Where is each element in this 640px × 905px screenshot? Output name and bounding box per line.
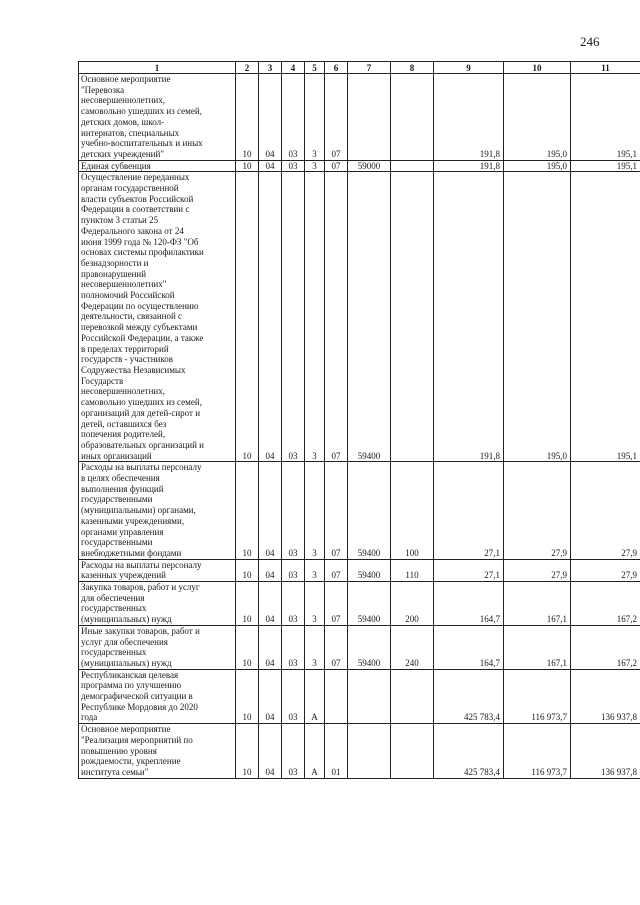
column-header: 10 <box>504 62 571 74</box>
cell-section: 10 <box>236 160 259 172</box>
cell-expense-type <box>391 74 434 161</box>
table-row <box>79 669 640 724</box>
cell-amount-3: 27,9 <box>571 462 640 559</box>
cell-expense-type <box>391 669 434 724</box>
cell-amount-3: 136 937,8 <box>571 724 640 779</box>
cell-amount-3: 167,2 <box>571 625 640 669</box>
cell-amount-2: 27,9 <box>504 559 571 581</box>
cell-subsection: 04 <box>259 160 282 172</box>
cell-activity <box>325 669 348 724</box>
cell-section: 10 <box>236 669 259 724</box>
cell-amount-2: 167,1 <box>504 625 571 669</box>
cell-subsection: 04 <box>259 625 282 669</box>
table-body <box>79 74 640 779</box>
cell-activity: 07 <box>325 74 348 161</box>
cell-activity: 07 <box>325 559 348 581</box>
cell-program: 03 <box>282 172 305 462</box>
cell-amount-2: 195,0 <box>504 160 571 172</box>
cell-direction <box>348 669 391 724</box>
row-name: Единая субвенция <box>79 160 236 172</box>
cell-program: 03 <box>282 625 305 669</box>
row-name: Иные закупки товаров, работ и услуг для обеспечения государственных (муниципальных) нужд <box>79 625 236 669</box>
table-row <box>79 724 640 779</box>
column-header: 3 <box>259 62 282 74</box>
cell-activity: 07 <box>325 582 348 626</box>
cell-expense-type: 200 <box>391 582 434 626</box>
table-row <box>79 582 640 626</box>
cell-direction: 59400 <box>348 559 391 581</box>
cell-expense-type: 110 <box>391 559 434 581</box>
cell-direction: 59000 <box>348 160 391 172</box>
cell-subsection: 04 <box>259 582 282 626</box>
cell-section: 10 <box>236 582 259 626</box>
cell-amount-3: 167,2 <box>571 582 640 626</box>
cell-section: 10 <box>236 724 259 779</box>
page-number: 246 <box>580 34 600 49</box>
cell-amount-1: 164,7 <box>434 625 504 669</box>
cell-program: 03 <box>282 160 305 172</box>
row-name: Осуществление переданных органам государственной власти субъектов Российской Федерации в соответствии с пунктом 3 статьи 25 Федерального закона от 24 июня 1999 года № 120-ФЗ "Об основах системы профилактики безнадзорности и правонарушений несовершеннолетних" полномочий Российской Федерации по осуществлению деятельности, связанной с перевозкой между субъектами Российской Федерации, а также в пределах территорий государств - участников Содружества Независимых Государств несовершеннолетних, самовольно ушедших из семей, организаций для детей-сирот и детей, оставшихся без попечения родителей, образовательных организаций и иных организаций <box>79 172 236 462</box>
cell-amount-1: 164,7 <box>434 582 504 626</box>
cell-expense-type: 100 <box>391 462 434 559</box>
cell-amount-3: 195,1 <box>571 160 640 172</box>
cell-section: 10 <box>236 625 259 669</box>
cell-amount-2: 195,0 <box>504 172 571 462</box>
cell-subprogram: 3 <box>305 462 325 559</box>
table-row <box>79 559 640 581</box>
cell-direction <box>348 74 391 161</box>
cell-amount-3: 136 937,8 <box>571 669 640 724</box>
cell-activity: 01 <box>325 724 348 779</box>
cell-subprogram: 3 <box>305 582 325 626</box>
budget-table <box>78 61 640 779</box>
cell-section: 10 <box>236 462 259 559</box>
cell-program: 03 <box>282 669 305 724</box>
cell-program: 03 <box>282 724 305 779</box>
cell-amount-1: 191,8 <box>434 172 504 462</box>
cell-amount-3: 195,1 <box>571 74 640 161</box>
cell-amount-1: 191,8 <box>434 160 504 172</box>
cell-amount-1: 191,8 <box>434 74 504 161</box>
row-name: Основное мероприятие "Перевозка несовершеннолетних, самовольно ушедших из семей, детских домов, школ- интернатов, специальных учебно-воспитательных и иных детских учреждений" <box>79 74 236 161</box>
cell-expense-type: 240 <box>391 625 434 669</box>
table-row <box>79 462 640 559</box>
column-header: 7 <box>348 62 391 74</box>
cell-amount-3: 195,1 <box>571 172 640 462</box>
row-name: Закупка товаров, работ и услуг для обеспечения государственных (муниципальных) нужд <box>79 582 236 626</box>
cell-program: 03 <box>282 462 305 559</box>
cell-direction: 59400 <box>348 462 391 559</box>
cell-activity: 07 <box>325 172 348 462</box>
row-name: Основное мероприятие "Реализация мероприятий по повышению уровня рождаемости, укрепление института семьи" <box>79 724 236 779</box>
column-header: 9 <box>434 62 504 74</box>
row-name: Республиканская целевая программа по улучшению демографической ситуации в Республике Мордовия до 2020 года <box>79 669 236 724</box>
column-header: 1 <box>79 62 236 74</box>
table-row <box>79 160 640 172</box>
cell-section: 10 <box>236 559 259 581</box>
table-row <box>79 74 640 161</box>
cell-subprogram: 3 <box>305 559 325 581</box>
cell-amount-1: 425 783,4 <box>434 724 504 779</box>
cell-expense-type <box>391 160 434 172</box>
cell-amount-1: 27,1 <box>434 559 504 581</box>
cell-subprogram: А <box>305 669 325 724</box>
table-row <box>79 625 640 669</box>
cell-activity: 07 <box>325 625 348 669</box>
cell-direction: 59400 <box>348 172 391 462</box>
cell-subsection: 04 <box>259 724 282 779</box>
cell-program: 03 <box>282 74 305 161</box>
cell-subprogram: 3 <box>305 160 325 172</box>
cell-amount-3: 27,9 <box>571 559 640 581</box>
cell-subprogram: 3 <box>305 625 325 669</box>
cell-expense-type <box>391 172 434 462</box>
cell-amount-1: 425 783,4 <box>434 669 504 724</box>
cell-direction: 59400 <box>348 582 391 626</box>
column-header: 11 <box>571 62 640 74</box>
cell-subprogram: 3 <box>305 172 325 462</box>
column-header: 4 <box>282 62 305 74</box>
cell-subsection: 04 <box>259 669 282 724</box>
cell-activity: 07 <box>325 462 348 559</box>
cell-subsection: 04 <box>259 172 282 462</box>
column-header: 2 <box>236 62 259 74</box>
column-header: 8 <box>391 62 434 74</box>
row-name: Расходы на выплаты персоналу казенных учреждений <box>79 559 236 581</box>
cell-amount-2: 116 973,7 <box>504 669 571 724</box>
column-header: 6 <box>325 62 348 74</box>
cell-program: 03 <box>282 582 305 626</box>
row-name: Расходы на выплаты персоналу в целях обеспечения выполнения функций государственными (муниципальными) органами, казенными учреждениями, органами управления государственными внебюджетными фондами <box>79 462 236 559</box>
cell-subsection: 04 <box>259 74 282 161</box>
cell-amount-2: 195,0 <box>504 74 571 161</box>
cell-direction: 59400 <box>348 625 391 669</box>
cell-amount-2: 116 973,7 <box>504 724 571 779</box>
cell-expense-type <box>391 724 434 779</box>
cell-subsection: 04 <box>259 559 282 581</box>
cell-section: 10 <box>236 74 259 161</box>
cell-program: 03 <box>282 559 305 581</box>
column-header: 5 <box>305 62 325 74</box>
cell-activity: 07 <box>325 160 348 172</box>
cell-subprogram: 3 <box>305 74 325 161</box>
table-row <box>79 172 640 462</box>
cell-amount-1: 27,1 <box>434 462 504 559</box>
header-row <box>79 62 640 74</box>
cell-amount-2: 167,1 <box>504 582 571 626</box>
cell-subprogram: А <box>305 724 325 779</box>
cell-direction <box>348 724 391 779</box>
cell-section: 10 <box>236 172 259 462</box>
cell-subsection: 04 <box>259 462 282 559</box>
cell-amount-2: 27,9 <box>504 462 571 559</box>
